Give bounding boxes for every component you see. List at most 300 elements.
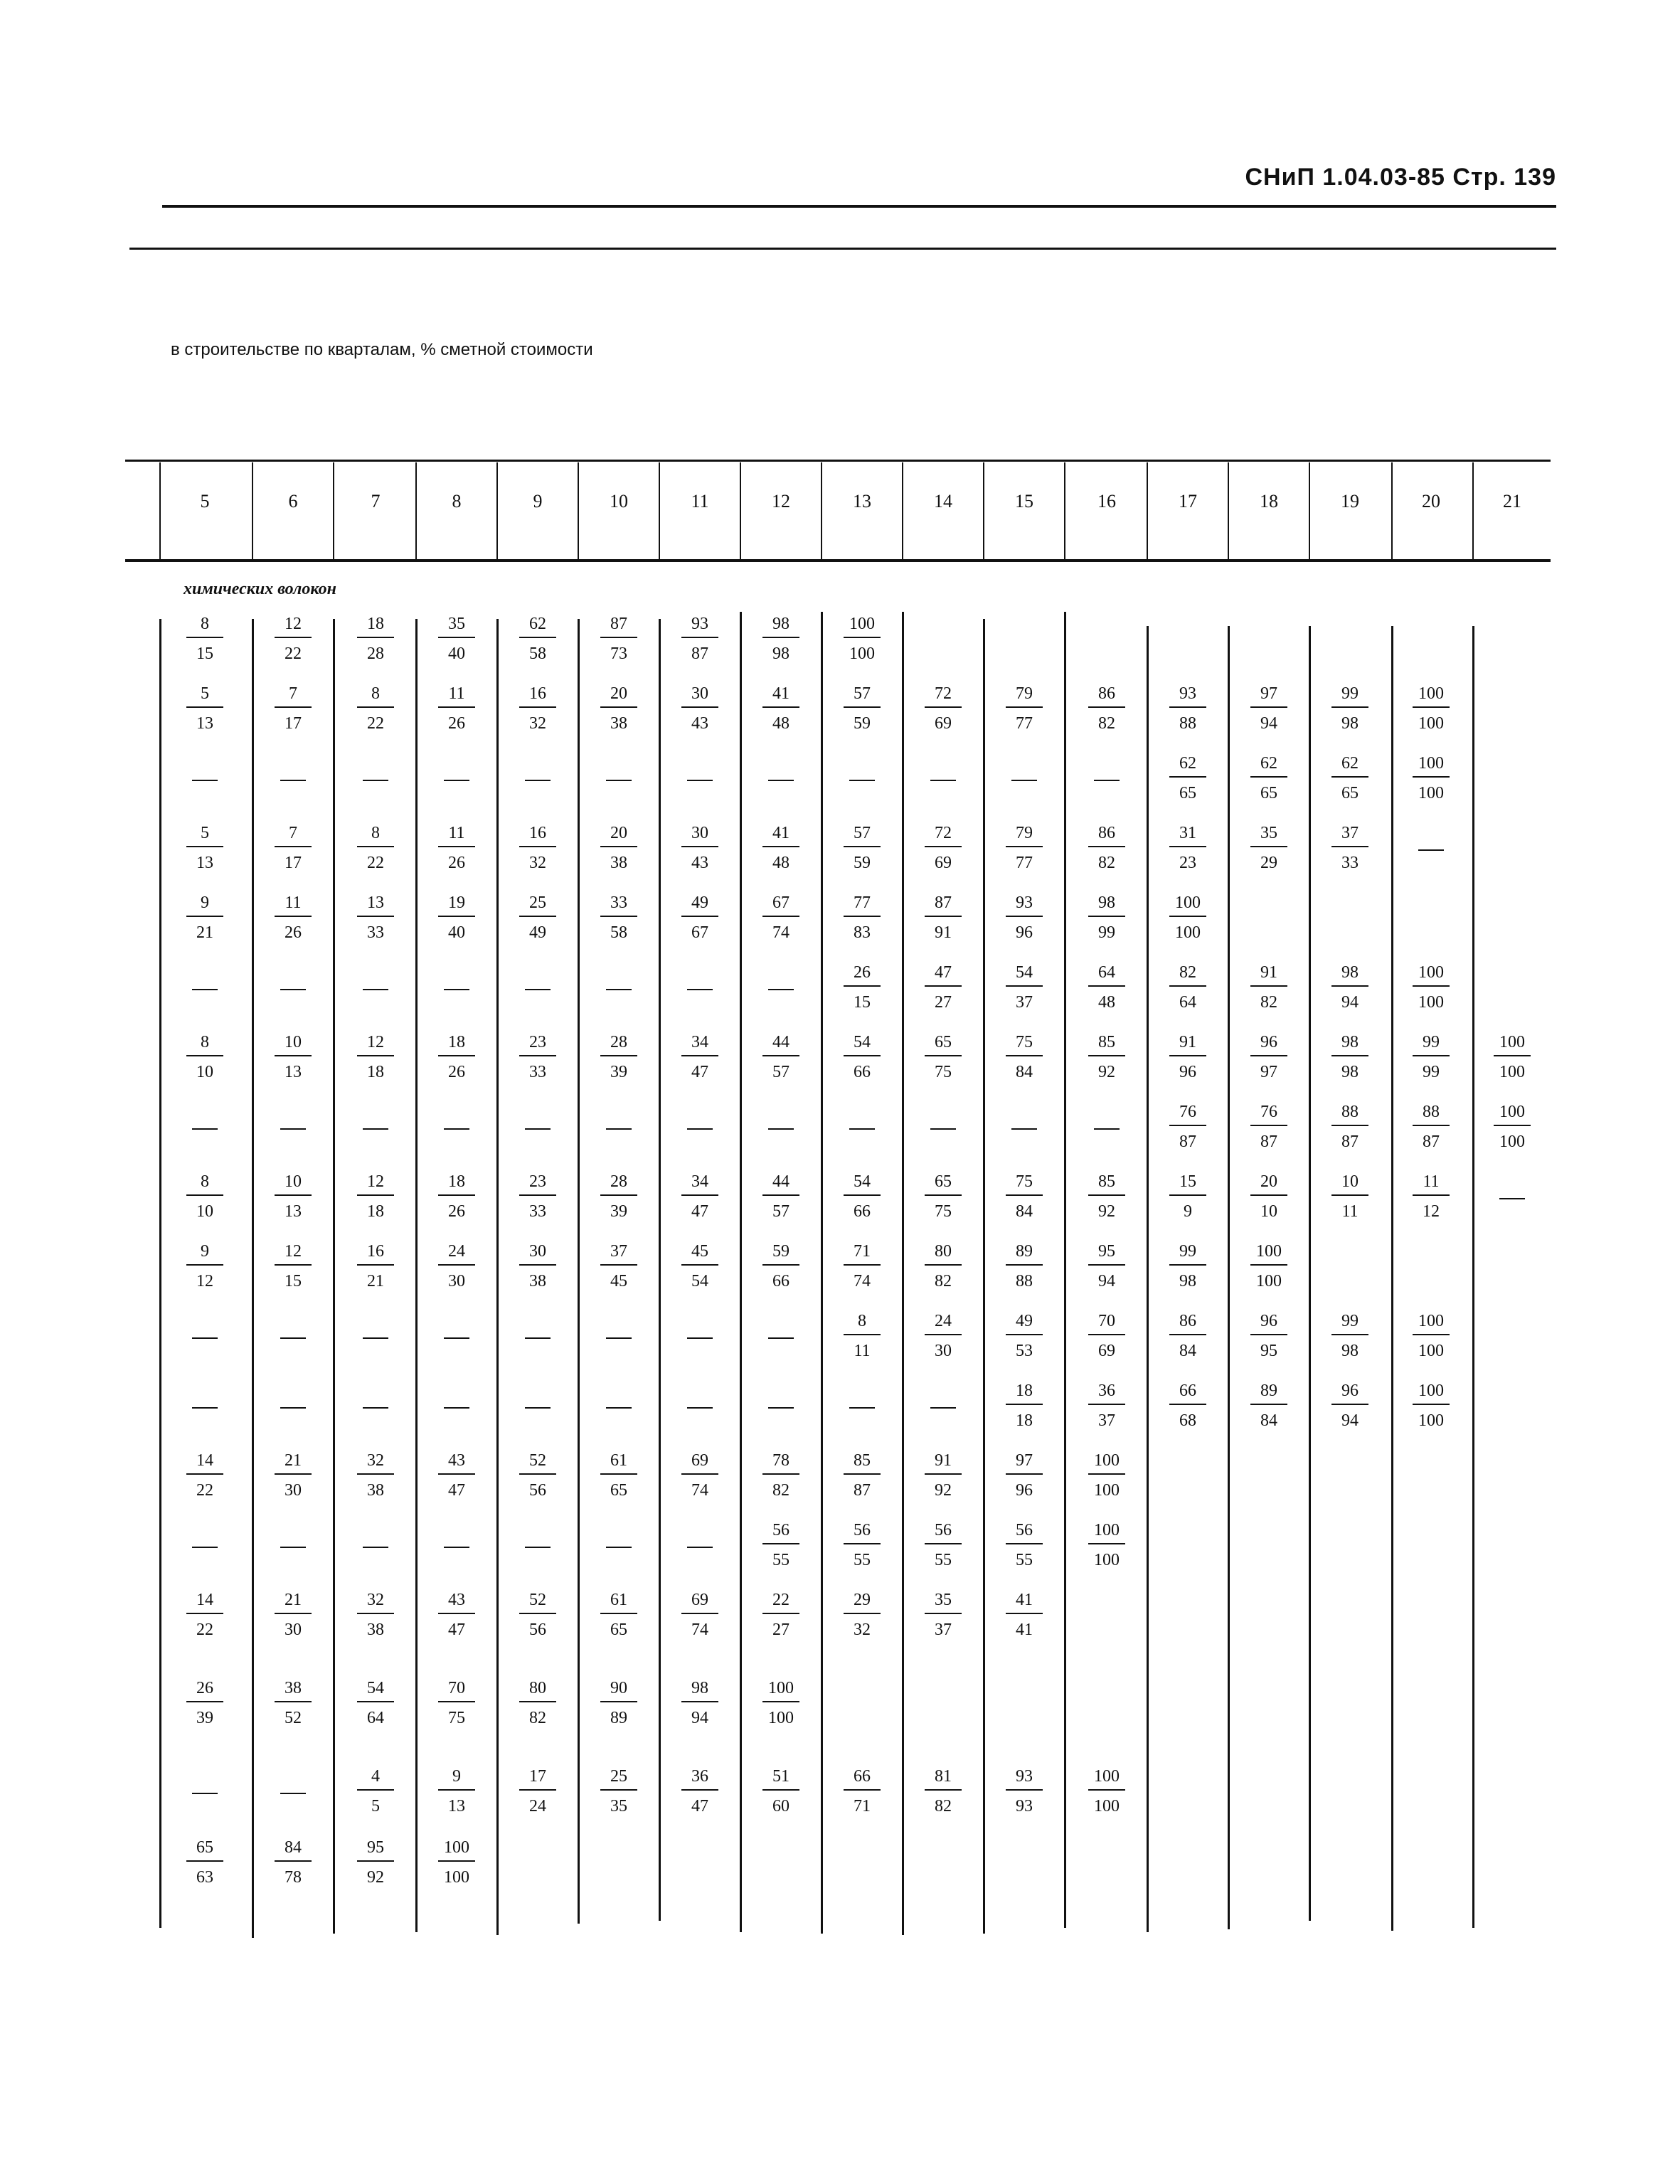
numerator: 65 — [935, 1172, 952, 1191]
numerator: 98 — [1341, 963, 1359, 982]
denominator: 47 — [691, 1063, 708, 1081]
denominator: 84 — [1016, 1063, 1033, 1081]
denominator: 69 — [935, 714, 952, 733]
fraction-bar — [1088, 1543, 1125, 1544]
fraction-cell — [1325, 1032, 1375, 1083]
fraction-bar — [1088, 985, 1125, 987]
fraction-bar — [275, 1264, 312, 1266]
denominator: 56 — [529, 1621, 546, 1639]
numerator: 20 — [610, 684, 627, 703]
denominator: 100 — [849, 645, 875, 663]
numerator: 100 — [1418, 754, 1444, 773]
fraction-cell — [1244, 1241, 1294, 1292]
fraction-cell — [1325, 1310, 1375, 1362]
denominator: 39 — [610, 1202, 627, 1221]
fraction-bar — [1413, 985, 1450, 987]
fraction-cell — [1406, 1310, 1456, 1362]
fraction-cell — [675, 1171, 725, 1222]
fraction-cell — [513, 1766, 563, 1817]
denominator: 92 — [1098, 1063, 1115, 1081]
fraction-bar — [762, 846, 799, 847]
denominator: 15 — [196, 645, 213, 663]
numerator: 62 — [1260, 754, 1277, 773]
numerator: 100 — [1418, 963, 1444, 982]
denominator: 84 — [1260, 1411, 1277, 1430]
numerator: 44 — [772, 1172, 790, 1191]
fraction-cell — [1082, 892, 1132, 943]
column-header: 5 — [200, 491, 210, 511]
denominator: 84 — [1016, 1202, 1033, 1221]
fraction-cell — [1244, 1171, 1294, 1222]
denominator: 100 — [1094, 1481, 1120, 1500]
denominator: 100 — [1094, 1551, 1120, 1569]
numerator: 87 — [610, 615, 627, 633]
fraction-bar — [519, 1789, 556, 1791]
fraction-bar — [1169, 916, 1206, 917]
fraction-cell — [180, 683, 230, 734]
numerator: 80 — [935, 1242, 952, 1261]
numerator: 86 — [1098, 824, 1115, 842]
fraction-cell — [756, 822, 806, 874]
denominator: 29 — [1260, 854, 1277, 872]
fraction-cell — [432, 1589, 482, 1640]
fraction-bar — [1006, 916, 1043, 917]
numerator: 85 — [1098, 1033, 1115, 1051]
fraction-cell — [594, 683, 644, 734]
fraction-bar — [1006, 1613, 1043, 1614]
column-header: 7 — [371, 491, 381, 511]
fraction-bar — [275, 1613, 312, 1614]
numerator: 34 — [691, 1172, 708, 1191]
empty-dash — [606, 1128, 632, 1130]
numerator: 15 — [1179, 1172, 1196, 1191]
numerator: 96 — [1260, 1312, 1277, 1330]
denominator: 12 — [196, 1272, 213, 1290]
section-label: химических волокон — [184, 580, 336, 598]
numerator: 28 — [610, 1172, 627, 1191]
fraction-bar — [186, 846, 223, 847]
numerator: 86 — [1179, 1312, 1196, 1330]
fraction-bar — [275, 706, 312, 708]
column-header: 6 — [288, 491, 298, 511]
fraction-bar — [600, 706, 637, 708]
fraction-cell — [837, 1171, 887, 1222]
fraction-cell — [268, 892, 318, 943]
denominator: 60 — [772, 1797, 790, 1815]
numerator: 61 — [610, 1591, 627, 1609]
numerator: 26 — [196, 1679, 213, 1697]
numerator: 12 — [367, 1172, 384, 1191]
numerator: 29 — [854, 1591, 871, 1609]
empty-dash — [192, 780, 218, 781]
denominator: 67 — [691, 923, 708, 942]
fraction-bar — [438, 1055, 475, 1056]
fraction-cell — [1244, 1032, 1294, 1083]
numerator: 41 — [1016, 1591, 1033, 1609]
empty-dash — [363, 1128, 388, 1130]
fraction-bar — [275, 1860, 312, 1862]
fraction-cell — [1082, 1032, 1132, 1083]
denominator: 66 — [854, 1202, 871, 1221]
fraction-cell — [351, 822, 400, 874]
fraction-cell — [999, 683, 1049, 734]
denominator: 64 — [1179, 993, 1196, 1012]
fraction-bar — [186, 1701, 223, 1702]
denominator: 30 — [935, 1342, 952, 1360]
denominator: 98 — [1341, 714, 1359, 733]
empty-dash — [363, 1407, 388, 1409]
numerator: 93 — [691, 615, 708, 633]
numerator: 75 — [1016, 1172, 1033, 1191]
denominator: 65 — [1341, 784, 1359, 802]
denominator: 93 — [1016, 1797, 1033, 1815]
denominator: 94 — [691, 1709, 708, 1727]
denominator: 100 — [1418, 714, 1444, 733]
numerator: 65 — [935, 1033, 952, 1051]
denominator: 71 — [854, 1797, 871, 1815]
numerator: 9 — [452, 1767, 461, 1786]
fraction-bar — [1006, 1055, 1043, 1056]
column-rule — [1147, 626, 1149, 1932]
denominator: 58 — [610, 923, 627, 942]
fraction-bar — [519, 1473, 556, 1475]
empty-dash — [280, 780, 306, 781]
denominator: 58 — [529, 645, 546, 663]
fraction-bar — [1250, 846, 1287, 847]
empty-dash — [1499, 1198, 1525, 1199]
fraction-cell — [837, 1310, 887, 1362]
denominator: 33 — [1341, 854, 1359, 872]
fraction-cell — [513, 683, 563, 734]
empty-dash — [930, 1407, 956, 1409]
denominator: 33 — [529, 1202, 546, 1221]
numerator: 97 — [1016, 1451, 1033, 1470]
numerator: 14 — [196, 1591, 213, 1609]
fraction-cell — [918, 962, 968, 1013]
denominator: 39 — [610, 1063, 627, 1081]
fraction-bar — [357, 1613, 394, 1614]
denominator: 78 — [285, 1868, 302, 1887]
empty-dash — [849, 780, 875, 781]
denominator: 65 — [1260, 784, 1277, 802]
fraction-bar — [1331, 985, 1368, 987]
denominator: 26 — [448, 1202, 465, 1221]
numerator: 100 — [1175, 894, 1201, 912]
fraction-bar — [681, 1789, 718, 1791]
fraction-bar — [600, 1473, 637, 1475]
fraction-bar — [275, 846, 312, 847]
fraction-cell — [351, 1032, 400, 1083]
numerator: 61 — [610, 1451, 627, 1470]
fraction-cell — [351, 1677, 400, 1729]
numerator: 69 — [691, 1591, 708, 1609]
fraction-bar — [681, 706, 718, 708]
numerator: 33 — [610, 894, 627, 912]
fraction-cell — [675, 1677, 725, 1729]
fraction-bar — [438, 1194, 475, 1196]
denominator: 37 — [1016, 993, 1033, 1012]
denominator: 99 — [1098, 923, 1115, 942]
denominator: 30 — [448, 1272, 465, 1290]
column-rule — [983, 619, 985, 1934]
fraction-bar — [1331, 1125, 1368, 1126]
fraction-bar — [357, 1055, 394, 1056]
fraction-cell — [268, 1677, 318, 1729]
denominator: 87 — [1423, 1133, 1440, 1151]
numerator: 93 — [1179, 684, 1196, 703]
numerator: 30 — [691, 824, 708, 842]
denominator: 94 — [1341, 993, 1359, 1012]
denominator: 98 — [1179, 1272, 1196, 1290]
fraction-cell — [837, 1032, 887, 1083]
denominator: 98 — [772, 645, 790, 663]
numerator: 100 — [1094, 1451, 1120, 1470]
numerator: 9 — [201, 894, 209, 912]
numerator: 56 — [935, 1521, 952, 1539]
fraction-bar — [1088, 1264, 1125, 1266]
empty-dash — [606, 1547, 632, 1548]
header-column-rule — [333, 462, 334, 559]
column-header: 14 — [934, 491, 952, 511]
denominator: 92 — [1098, 1202, 1115, 1221]
numerator: 79 — [1016, 824, 1033, 842]
numerator: 4 — [371, 1767, 380, 1786]
denominator: 98 — [1341, 1063, 1359, 1081]
fraction-cell — [351, 1837, 400, 1888]
header-column-rule — [1147, 462, 1148, 559]
fraction-cell — [1325, 753, 1375, 804]
denominator: 94 — [1098, 1272, 1115, 1290]
denominator: 9 — [1184, 1202, 1192, 1221]
fraction-bar — [1006, 1264, 1043, 1266]
denominator: 38 — [529, 1272, 546, 1290]
denominator: 94 — [1341, 1411, 1359, 1430]
numerator: 79 — [1016, 684, 1033, 703]
fraction-cell — [432, 683, 482, 734]
fraction-bar — [844, 846, 881, 847]
fraction-bar — [600, 1055, 637, 1056]
denominator: 96 — [1179, 1063, 1196, 1081]
denominator: 38 — [610, 854, 627, 872]
numerator: 98 — [1341, 1033, 1359, 1051]
fraction-bar — [438, 1860, 475, 1862]
fraction-cell — [594, 1171, 644, 1222]
fraction-cell — [918, 822, 968, 874]
empty-dash — [1094, 780, 1120, 781]
header-rule-top — [162, 205, 1556, 208]
denominator: 74 — [854, 1272, 871, 1290]
table-header-bottom-rule — [125, 559, 1551, 562]
numerator: 100 — [1256, 1242, 1282, 1261]
empty-dash — [192, 1793, 218, 1794]
empty-dash — [768, 1337, 794, 1339]
fraction-bar — [519, 1264, 556, 1266]
numerator: 100 — [1418, 1382, 1444, 1400]
fraction-cell — [999, 1520, 1049, 1571]
denominator: 55 — [854, 1551, 871, 1569]
fraction-cell — [180, 1837, 230, 1888]
fraction-bar — [681, 1194, 718, 1196]
fraction-bar — [600, 637, 637, 638]
numerator: 12 — [367, 1033, 384, 1051]
denominator: 57 — [772, 1063, 790, 1081]
denominator: 27 — [772, 1621, 790, 1639]
numerator: 52 — [529, 1591, 546, 1609]
fraction-bar — [681, 1473, 718, 1475]
denominator: 100 — [1094, 1797, 1120, 1815]
fraction-bar — [1169, 846, 1206, 847]
numerator: 70 — [448, 1679, 465, 1697]
fraction-bar — [1331, 1404, 1368, 1405]
empty-dash — [930, 780, 956, 781]
fraction-cell — [1082, 1171, 1132, 1222]
fraction-cell — [1406, 1032, 1456, 1083]
denominator: 49 — [529, 923, 546, 942]
numerator: 78 — [772, 1451, 790, 1470]
denominator: 100 — [444, 1868, 469, 1887]
fraction-cell — [351, 1589, 400, 1640]
fraction-bar — [519, 846, 556, 847]
fraction-bar — [1006, 1473, 1043, 1475]
empty-dash — [687, 1547, 713, 1548]
denominator: 23 — [1179, 854, 1196, 872]
numerator: 88 — [1341, 1103, 1359, 1121]
fraction-cell — [756, 892, 806, 943]
numerator: 18 — [448, 1033, 465, 1051]
fraction-cell — [432, 822, 482, 874]
fraction-bar — [1250, 1055, 1287, 1056]
fraction-cell — [513, 822, 563, 874]
fraction-bar — [1494, 1125, 1531, 1126]
fraction-bar — [762, 637, 799, 638]
header-column-rule — [1391, 462, 1393, 559]
numerator: 25 — [529, 894, 546, 912]
fraction-bar — [762, 1789, 799, 1791]
denominator: 59 — [854, 854, 871, 872]
fraction-cell — [675, 822, 725, 874]
fraction-bar — [1006, 1789, 1043, 1791]
numerator: 62 — [529, 615, 546, 633]
numerator: 7 — [289, 824, 297, 842]
numerator: 85 — [854, 1451, 871, 1470]
fraction-bar — [275, 1194, 312, 1196]
numerator: 95 — [367, 1838, 384, 1857]
numerator: 12 — [285, 615, 302, 633]
fraction-bar — [1169, 1194, 1206, 1196]
numerator: 5 — [201, 684, 209, 703]
fraction-cell — [594, 1241, 644, 1292]
denominator: 15 — [285, 1272, 302, 1290]
fraction-cell — [999, 962, 1049, 1013]
numerator: 86 — [1098, 684, 1115, 703]
denominator: 35 — [610, 1797, 627, 1815]
fraction-bar — [600, 1701, 637, 1702]
fraction-cell — [513, 1032, 563, 1083]
numerator: 95 — [1098, 1242, 1115, 1261]
fraction-bar — [600, 1194, 637, 1196]
fraction-cell — [432, 1032, 482, 1083]
denominator: 96 — [1016, 923, 1033, 942]
numerator: 72 — [935, 684, 952, 703]
fraction-bar — [844, 1613, 881, 1614]
fraction-cell — [268, 613, 318, 664]
denominator: 94 — [1260, 714, 1277, 733]
fraction-bar — [600, 1264, 637, 1266]
denominator: 55 — [935, 1551, 952, 1569]
empty-dash — [525, 989, 551, 990]
numerator: 71 — [854, 1242, 871, 1261]
empty-dash — [280, 989, 306, 990]
denominator: 100 — [1418, 784, 1444, 802]
numerator: 20 — [610, 824, 627, 842]
column-header: 12 — [772, 491, 790, 511]
header-column-rule — [983, 462, 984, 559]
fraction-cell — [837, 1450, 887, 1501]
numerator: 8 — [201, 615, 209, 633]
numerator: 99 — [1341, 1312, 1359, 1330]
fraction-cell — [594, 1589, 644, 1640]
fraction-cell — [1244, 1380, 1294, 1431]
denominator: 91 — [935, 923, 952, 942]
fraction-cell — [180, 892, 230, 943]
column-rule — [1309, 626, 1311, 1921]
denominator: 32 — [529, 714, 546, 733]
fraction-cell — [675, 1450, 725, 1501]
fraction-bar — [438, 1613, 475, 1614]
fraction-bar — [762, 706, 799, 708]
numerator: 7 — [289, 684, 297, 703]
numerator: 84 — [285, 1838, 302, 1857]
fraction-cell — [1163, 1032, 1213, 1083]
denominator: 11 — [854, 1342, 871, 1360]
column-header: 13 — [853, 491, 871, 511]
fraction-cell — [513, 1241, 563, 1292]
fraction-bar — [357, 1860, 394, 1862]
numerator: 56 — [772, 1521, 790, 1539]
numerator: 23 — [529, 1172, 546, 1191]
fraction-cell — [594, 822, 644, 874]
fraction-cell — [351, 1450, 400, 1501]
fraction-cell — [1163, 1380, 1213, 1431]
denominator: 10 — [1260, 1202, 1277, 1221]
denominator: 100 — [1175, 923, 1201, 942]
fraction-cell — [432, 1241, 482, 1292]
numerator: 35 — [935, 1591, 952, 1609]
fraction-bar — [1413, 1334, 1450, 1335]
fraction-bar — [600, 916, 637, 917]
fraction-cell — [675, 1241, 725, 1292]
column-rule — [821, 612, 823, 1934]
numerator: 59 — [772, 1242, 790, 1261]
empty-dash — [280, 1128, 306, 1130]
numerator: 99 — [1341, 684, 1359, 703]
column-rule — [1472, 626, 1474, 1928]
fraction-cell — [756, 1171, 806, 1222]
numerator: 38 — [285, 1679, 302, 1697]
numerator: 26 — [854, 963, 871, 982]
fraction-bar — [1006, 1334, 1043, 1335]
fraction-bar — [1169, 1404, 1206, 1405]
fraction-cell — [180, 1450, 230, 1501]
fraction-bar — [357, 1701, 394, 1702]
empty-dash — [687, 1128, 713, 1130]
column-header: 18 — [1260, 491, 1278, 511]
numerator: 54 — [854, 1172, 871, 1191]
denominator: 10 — [196, 1202, 213, 1221]
empty-dash — [363, 989, 388, 990]
fraction-bar — [762, 1194, 799, 1196]
empty-dash — [606, 989, 632, 990]
